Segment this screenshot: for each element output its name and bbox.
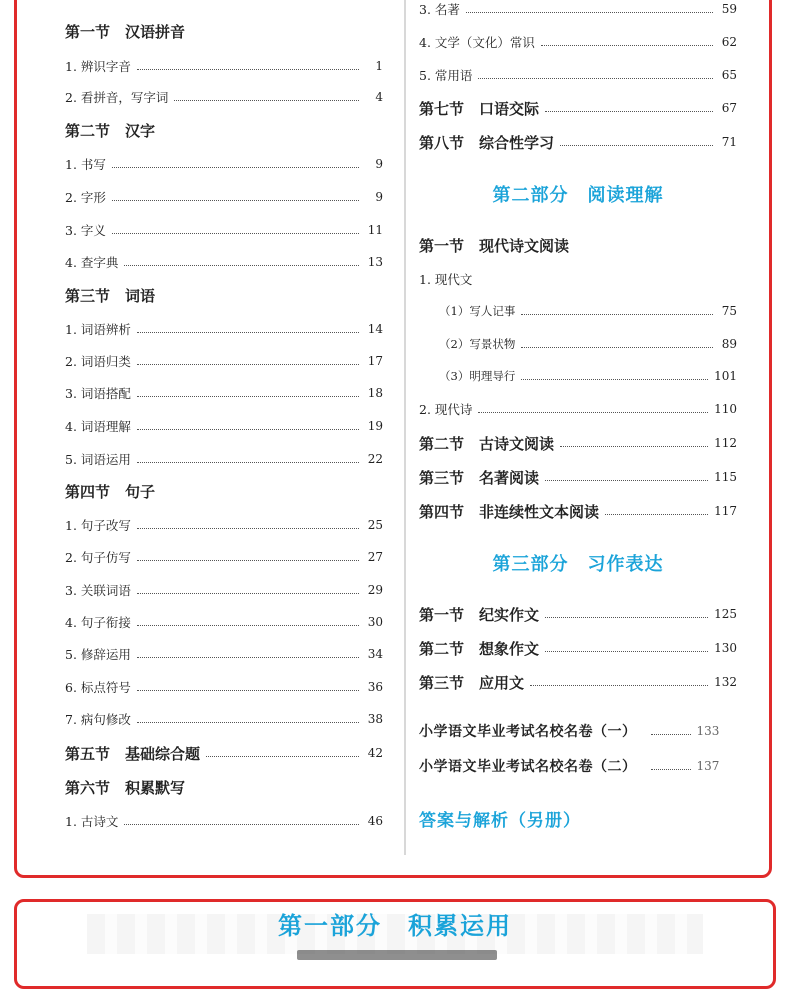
toc-item-row[interactable] bbox=[419, 0, 737, 20]
dot-leader bbox=[605, 512, 708, 515]
dot-leader bbox=[137, 67, 359, 70]
toc-entry-label: 4. 查字典 bbox=[65, 255, 119, 270]
toc-page-number: 9 bbox=[375, 190, 383, 204]
dot-leader bbox=[478, 76, 713, 79]
dot-leader bbox=[137, 623, 359, 626]
toc-page-number: 38 bbox=[367, 712, 383, 726]
toc-page-number: 130 bbox=[714, 641, 737, 655]
dot-leader bbox=[541, 43, 713, 46]
toc-item-row[interactable] bbox=[65, 186, 383, 208]
toc-page-number: 4 bbox=[375, 90, 383, 104]
toc-section-row[interactable] bbox=[419, 466, 737, 488]
toc-entry-label: 3. 词语搭配 bbox=[65, 386, 131, 401]
dot-leader bbox=[137, 427, 359, 430]
toc-item-row[interactable] bbox=[65, 579, 383, 601]
toc-section-row[interactable] bbox=[419, 131, 737, 153]
dot-leader bbox=[112, 165, 359, 168]
toc-page-number: 29 bbox=[367, 583, 383, 597]
toc-item-row[interactable] bbox=[419, 365, 737, 387]
toc-item-row[interactable] bbox=[65, 514, 383, 536]
column-divider bbox=[404, 0, 406, 855]
part-one-title: 第一部分 积累运用 bbox=[278, 911, 512, 940]
toc-panel bbox=[14, 0, 772, 878]
toc-entry-label: 1. 古诗文 bbox=[65, 814, 119, 829]
toc-entry-label: 第二节 汉字 bbox=[65, 121, 156, 140]
toc-section-row[interactable] bbox=[419, 637, 737, 659]
toc-item-row[interactable] bbox=[419, 398, 737, 420]
toc-entry-label: （3）明理导行 bbox=[439, 369, 516, 383]
dot-leader bbox=[137, 558, 359, 561]
toc-exam-paper-row[interactable] bbox=[419, 720, 737, 742]
dot-leader bbox=[545, 615, 708, 618]
toc-item-row[interactable] bbox=[65, 55, 383, 77]
toc-section-row[interactable] bbox=[419, 500, 737, 522]
toc-page-number: 112 bbox=[714, 436, 737, 450]
toc-page-number: 18 bbox=[367, 386, 383, 400]
toc-page-number: 34 bbox=[367, 647, 383, 661]
toc-entry-label: 2. 句子仿写 bbox=[65, 550, 131, 565]
toc-page-number: 65 bbox=[721, 68, 737, 82]
toc-page-number: 22 bbox=[367, 452, 383, 466]
toc-entry-label: 第五节 基础综合题 bbox=[65, 744, 201, 763]
toc-section-row[interactable] bbox=[419, 97, 737, 119]
dot-leader bbox=[137, 330, 359, 333]
toc-entry-label: 第一节 纪实作文 bbox=[419, 605, 540, 624]
dot-leader bbox=[545, 478, 708, 481]
dot-leader bbox=[530, 683, 708, 686]
toc-page-number: 17 bbox=[367, 354, 383, 368]
toc-entry-label: 第二节 想象作文 bbox=[419, 639, 540, 658]
cropped-text-line bbox=[297, 950, 497, 960]
dot-leader bbox=[651, 767, 691, 770]
toc-page-number: 1 bbox=[375, 59, 383, 73]
dot-leader bbox=[560, 444, 708, 447]
dot-leader bbox=[560, 143, 713, 146]
toc-page-number: 13 bbox=[367, 255, 383, 269]
toc-page-number: 30 bbox=[367, 615, 383, 629]
toc-section-row[interactable] bbox=[65, 284, 383, 306]
toc-item-row[interactable] bbox=[65, 153, 383, 175]
dot-leader bbox=[651, 732, 691, 735]
dot-leader bbox=[521, 345, 713, 348]
toc-entry-label: 4. 句子衔接 bbox=[65, 615, 131, 630]
toc-item-row[interactable] bbox=[65, 448, 383, 470]
dot-leader bbox=[137, 394, 359, 397]
toc-entry-label: 第七节 口语交际 bbox=[419, 99, 540, 118]
toc-item-row[interactable] bbox=[419, 300, 737, 322]
toc-section-row[interactable] bbox=[419, 671, 737, 693]
answers-heading[interactable]: 答案与解析（另册） bbox=[419, 810, 581, 831]
dot-leader bbox=[521, 312, 713, 315]
part-heading: 第二部分 阅读理解 bbox=[492, 185, 664, 206]
toc-section-row[interactable] bbox=[419, 234, 737, 256]
toc-entry-label: 4. 词语理解 bbox=[65, 419, 131, 434]
toc-page-number: 11 bbox=[367, 223, 383, 237]
toc-item-row[interactable] bbox=[65, 643, 383, 665]
dot-leader bbox=[545, 649, 708, 652]
toc-item-row[interactable] bbox=[65, 810, 383, 832]
toc-entry-label: 第八节 综合性学习 bbox=[419, 133, 555, 152]
toc-item-row[interactable] bbox=[65, 318, 383, 340]
toc-entry-label: （2）写景状物 bbox=[439, 337, 516, 351]
toc-item-row[interactable] bbox=[65, 350, 383, 372]
dot-leader bbox=[478, 410, 708, 413]
toc-entry-label: 1. 辨识字音 bbox=[65, 59, 131, 74]
toc-section-row[interactable] bbox=[419, 432, 737, 454]
toc-entry-label: 3. 关联词语 bbox=[65, 583, 131, 598]
dot-leader bbox=[137, 655, 359, 658]
toc-item-row[interactable] bbox=[65, 219, 383, 241]
dot-leader bbox=[174, 98, 359, 101]
toc-entry-label: 第三节 名著阅读 bbox=[419, 468, 540, 487]
toc-item-row[interactable] bbox=[65, 708, 383, 730]
toc-item-row[interactable] bbox=[419, 333, 737, 355]
toc-entry-label: 小学语文毕业考试名校名卷（一） bbox=[419, 724, 637, 740]
toc-page-number: 19 bbox=[367, 419, 383, 433]
toc-page-number: 132 bbox=[714, 675, 737, 689]
next-panel bbox=[14, 899, 776, 989]
dot-leader bbox=[112, 198, 359, 201]
toc-entry-label: （1）写人记事 bbox=[439, 304, 516, 318]
toc-entry-label: 2. 字形 bbox=[65, 190, 106, 205]
toc-entry-label: 3. 名著 bbox=[419, 2, 460, 17]
toc-page-number: 14 bbox=[367, 322, 383, 336]
toc-item-row[interactable] bbox=[65, 546, 383, 568]
toc-entry-label: 第一节 现代诗文阅读 bbox=[419, 236, 570, 255]
toc-page-number: 133 bbox=[696, 724, 720, 738]
dot-leader bbox=[545, 109, 713, 112]
toc-item-row[interactable] bbox=[65, 86, 383, 108]
toc-section-row[interactable] bbox=[65, 742, 383, 764]
dot-leader bbox=[137, 688, 359, 691]
toc-page-number: 9 bbox=[375, 157, 383, 171]
toc-item-row[interactable] bbox=[419, 64, 737, 86]
toc-entry-label: 6. 标点符号 bbox=[65, 680, 131, 695]
toc-entry-label: 4. 文学（文化）常识 bbox=[419, 35, 535, 50]
toc-page-number: 25 bbox=[367, 518, 383, 532]
toc-entry-label: 2. 词语归类 bbox=[65, 354, 131, 369]
toc-page-number: 71 bbox=[721, 135, 737, 149]
toc-section-row[interactable] bbox=[65, 776, 383, 798]
toc-entry-label: 5. 词语运用 bbox=[65, 452, 131, 467]
toc-page-number: 75 bbox=[721, 304, 737, 318]
toc-page-number: 42 bbox=[367, 746, 383, 760]
toc-page-number: 27 bbox=[367, 550, 383, 564]
toc-entry-label: 1. 书写 bbox=[65, 157, 106, 172]
toc-entry-label: 2. 看拼音，写字词 bbox=[65, 90, 169, 105]
dot-leader bbox=[112, 231, 359, 234]
toc-entry-label: 第三节 应用文 bbox=[419, 673, 525, 692]
toc-entry-label: 第一节 汉语拼音 bbox=[65, 22, 186, 41]
toc-item-row[interactable] bbox=[65, 611, 383, 633]
dot-leader bbox=[521, 377, 708, 380]
toc-entry-label: 5. 常用语 bbox=[419, 68, 473, 83]
part-heading: 第三部分 习作表达 bbox=[492, 554, 664, 575]
toc-entry-label: 7. 病句修改 bbox=[65, 712, 131, 727]
dot-leader bbox=[124, 263, 359, 266]
toc-entry-label: 第六节 积累默写 bbox=[65, 778, 186, 797]
toc-entry-label: 1. 词语辨析 bbox=[65, 322, 131, 337]
dot-leader bbox=[137, 591, 359, 594]
toc-page-number: 36 bbox=[367, 680, 383, 694]
toc-page-number: 115 bbox=[714, 470, 737, 484]
toc-item-row[interactable] bbox=[65, 251, 383, 273]
dot-leader bbox=[137, 526, 359, 529]
toc-page-number: 89 bbox=[721, 337, 737, 351]
dot-leader bbox=[137, 720, 359, 723]
toc-page-number: 59 bbox=[721, 2, 737, 16]
toc-page-number: 101 bbox=[714, 369, 737, 383]
toc-section-row[interactable] bbox=[419, 603, 737, 625]
toc-item-row[interactable] bbox=[65, 415, 383, 437]
dot-leader bbox=[466, 10, 713, 13]
toc-entry-label: 第四节 非连续性文本阅读 bbox=[419, 502, 600, 521]
toc-page-number: 110 bbox=[714, 402, 737, 416]
toc-exam-paper-row[interactable] bbox=[419, 755, 737, 777]
toc-entry-label: 第四节 句子 bbox=[65, 482, 156, 501]
toc-section-row[interactable] bbox=[65, 119, 383, 141]
toc-entry-label: 1. 现代文 bbox=[419, 272, 473, 287]
toc-page-number: 46 bbox=[367, 814, 383, 828]
dot-leader bbox=[137, 362, 359, 365]
toc-entry-label: 第三节 词语 bbox=[65, 286, 156, 305]
toc-entry-label: 3. 字义 bbox=[65, 223, 106, 238]
toc-page-number: 117 bbox=[714, 504, 737, 518]
toc-entry-label: 5. 修辞运用 bbox=[65, 647, 131, 662]
toc-page-number: 62 bbox=[721, 35, 737, 49]
toc-entry-label: 2. 现代诗 bbox=[419, 402, 473, 417]
toc-item-row[interactable] bbox=[419, 31, 737, 53]
toc-page-number: 125 bbox=[714, 607, 737, 621]
toc-entry-label: 小学语文毕业考试名校名卷（二） bbox=[419, 759, 637, 775]
dot-leader bbox=[206, 754, 359, 757]
toc-entry-label: 1. 句子改写 bbox=[65, 518, 131, 533]
dot-leader bbox=[137, 460, 359, 463]
toc-item-row[interactable] bbox=[419, 268, 737, 290]
toc-section-row[interactable] bbox=[65, 20, 383, 42]
dot-leader bbox=[124, 822, 359, 825]
toc-section-row[interactable] bbox=[65, 480, 383, 502]
toc-page-number: 137 bbox=[696, 759, 720, 773]
toc-page-number: 67 bbox=[721, 101, 737, 115]
toc-item-row[interactable] bbox=[65, 676, 383, 698]
toc-entry-label: 第二节 古诗文阅读 bbox=[419, 434, 555, 453]
toc-item-row[interactable] bbox=[65, 382, 383, 404]
